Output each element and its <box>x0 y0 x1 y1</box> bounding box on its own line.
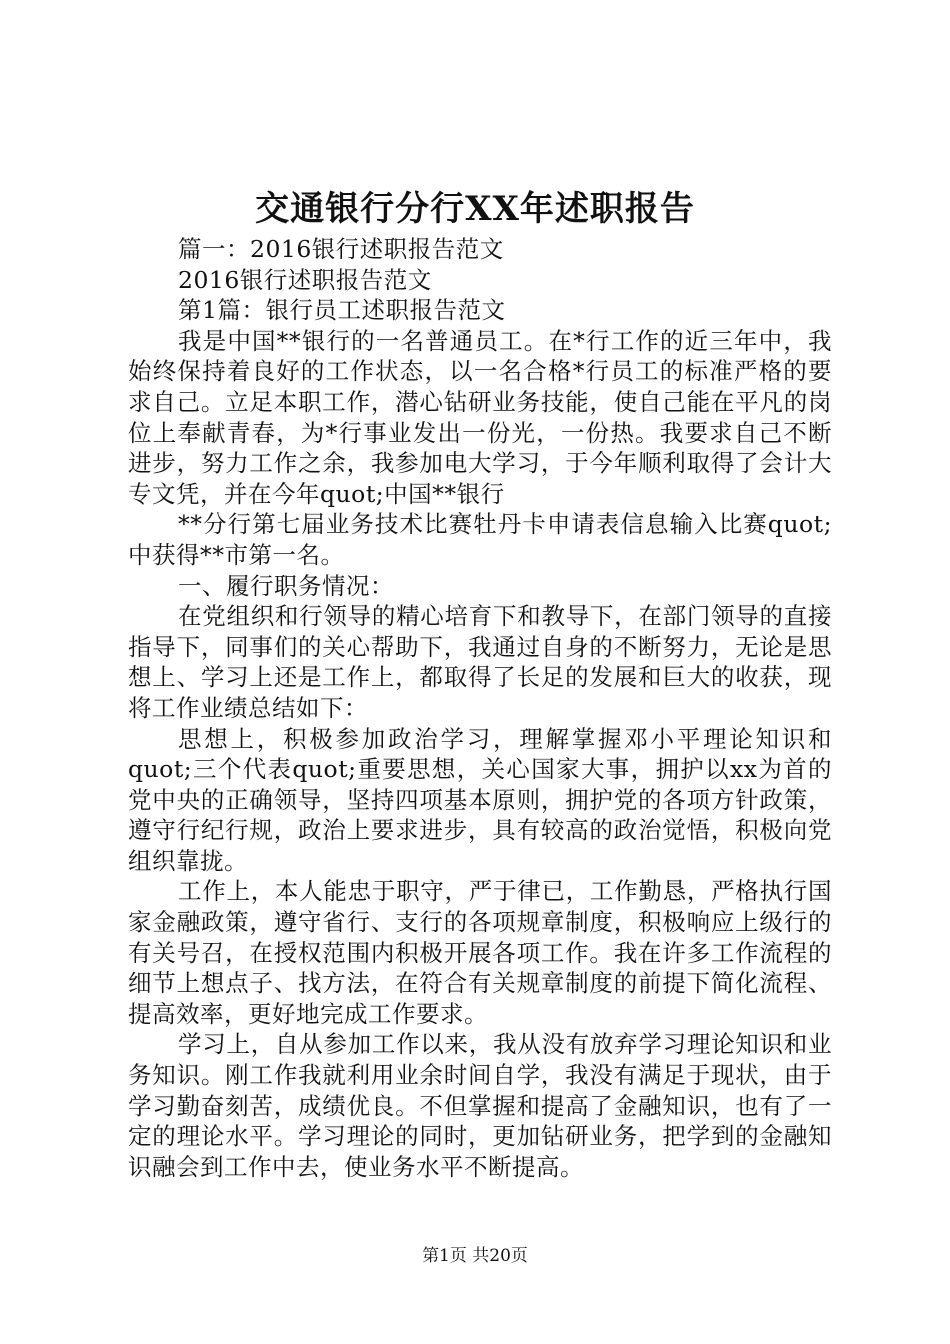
paragraph-duty-heading: 一、履行职务情况： <box>178 571 394 600</box>
paragraph-summary: 在党组织和行领导的精心培育下和教导下，在部门领导的直接指导下，同事们的关心帮助下，我通过自身的不断努力，无论是思想上、学习上还是工作上，都取得了长足的发展和巨大的收获，现将工作业绩总结如下： <box>128 602 832 722</box>
document-body <box>128 234 832 1182</box>
paragraph-competition: **分行第七届业务技术比赛牡丹卡申请表信息输入比赛quot;中获得**市第一名。 <box>128 510 832 569</box>
paragraph-ideology: 思想上，积极参加政治学习，理解掌握邓小平理论知识和quot;三个代表quot;重要思想，关心国家大事，拥护以xx为首的党中央的正确领导，坚持四项基本原则，拥护党的各项方针政策，遵守行纪行规，政治上要求进步，具有较高的政治觉悟，积极向党组织靠拢。 <box>128 724 832 875</box>
document-title: 交通银行分行XX年述职报告 <box>255 189 695 229</box>
paragraph-section-heading: 第1篇：银行员工述职报告范文 <box>178 296 506 325</box>
paragraph-subtitle: 2016银行述职报告范文 <box>178 265 432 294</box>
paragraph-study: 学习上，自从参加工作以来，我从没有放弃学习理论知识和业务知识。刚工作我就利用业余时间自学，我没有满足于现状，由于学习勤奋刻苦，成绩优良。不但掌握和提高了金融知识，也有了一定的理论水平。学习理论的同时，更加钻研业务，把学到的金融知识融会到工作中去，使业务水平不断提高。 <box>128 1030 832 1181</box>
paragraph-introduction: 我是中国**银行的一名普通员工。在*行工作的近三年中，我始终保持着良好的工作状态，以一名合格*行员工的标准严格的要求自己。立足本职工作，潜心钻研业务技能，使自己能在平凡的岗位上奉献青春，为*行事业发出一份光，一份热。我要求自己不断进步，努力工作之余，我参加电大学习，于今年顺利取得了会计大专文凭，并在今年quot;中国**银行 <box>128 326 832 508</box>
paragraph-chapter-heading: 篇一：2016银行述职报告范文 <box>178 235 504 263</box>
paragraph-work: 工作上，本人能忠于职守，严于律已，工作勤恳，严格执行国家金融政策，遵守省行、支行的各项规章制度，积极响应上级行的有关号召，在授权范围内积极开展各项工作。我在许多工作流程的细节上想点子、找方法，在符合有关规章制度的前提下简化流程、提高效率，更好地完成工作要求。 <box>128 877 832 1028</box>
page-number-footer: 第1页 共20页 <box>422 1246 528 1266</box>
